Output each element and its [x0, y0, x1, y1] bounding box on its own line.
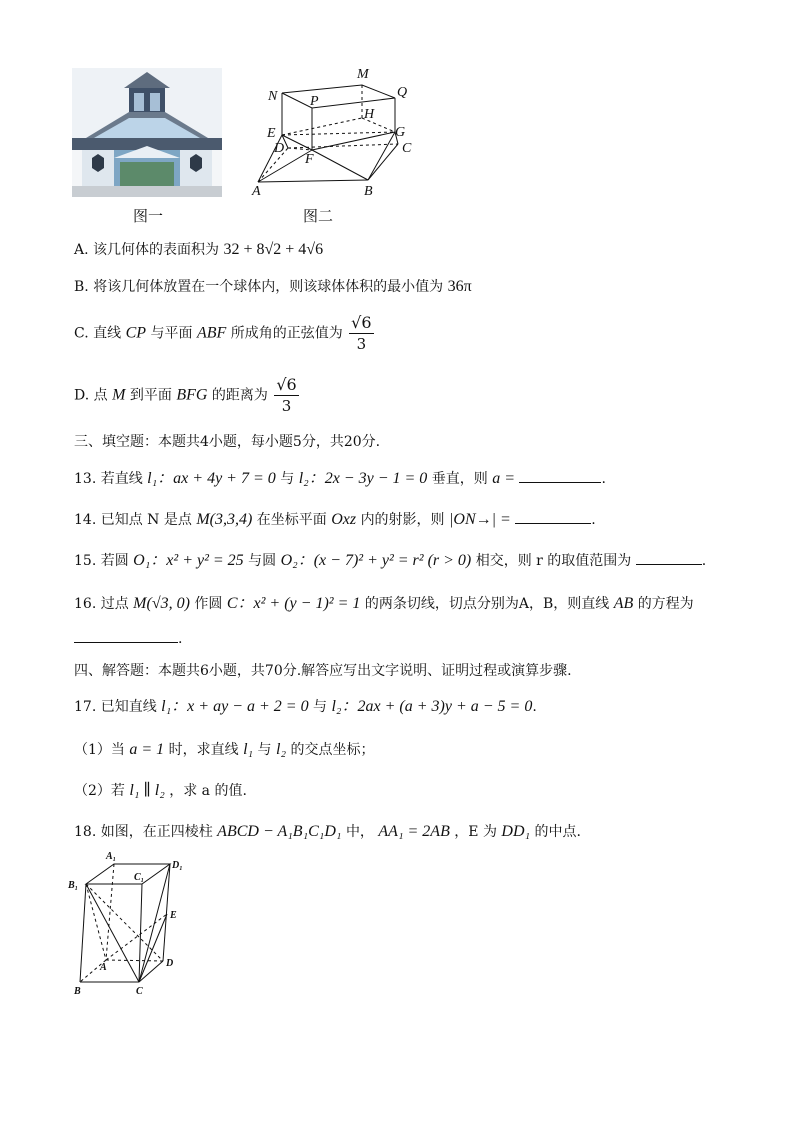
label-H: H [364, 107, 375, 122]
figure-1-caption: 图一 [133, 207, 164, 225]
question-14: 14. 已知点 N 是点 M(3,3,4) 在坐标平面 Oxz 内的射影，则 |ON→| = . [74, 511, 596, 528]
figure-2-caption: 图二 [303, 207, 334, 225]
section-3-heading: 三、填空题：本题共4小题，每小题5分，共20分. [74, 434, 381, 450]
option-b: B. 将该几何体放置在一个球体内，则该球体体积的最小值为 36π [74, 278, 472, 295]
label-C1: C₁ [134, 872, 145, 883]
label-C: C [402, 141, 412, 156]
answer-blank-15[interactable] [636, 550, 702, 565]
question-17-part-1: （1）当 a = 1 时，求直线 l₁ 与 l₂ 的交点坐标； [74, 741, 375, 758]
label-E: E [170, 910, 177, 921]
building-illustration [72, 68, 222, 197]
question-16-blank-line: . [74, 628, 182, 649]
label-D: D [166, 958, 174, 969]
question-17: 17. 已知直线 l₁：x + ay − a + 2 = 0 与 l₂：2ax + (a + 3)y + a − 5 = 0. [74, 698, 537, 715]
label-N: N [268, 89, 278, 104]
option-a: A. 该几何体的表面积为 32 + 8√2 + 4√6 [74, 241, 324, 258]
question-17-part-2: （2）若 l₁ ∥ l₂ ，求 a 的值. [74, 782, 247, 799]
option-c: C. 直线 CP 与平面 ABF 所成角的正弦值为 $\frac{√6}{3}$ [74, 313, 372, 353]
answer-blank-16[interactable] [74, 628, 178, 643]
label-P: P [310, 94, 319, 109]
label-B: B [364, 184, 373, 199]
figure-2-diagram [250, 60, 425, 202]
fraction-c: $\frac{√6}{3}$ [351, 313, 372, 353]
label-D1: D₁ [172, 860, 183, 871]
answer-blank-13[interactable] [519, 468, 601, 483]
label-B: B [74, 986, 81, 997]
label-A: A [100, 962, 107, 973]
prism-diagram [66, 848, 196, 1000]
label-A: A [252, 184, 261, 199]
solid-diagram [250, 60, 425, 202]
label-M: M [357, 67, 369, 82]
label-C: C [136, 986, 143, 997]
question-13: 13. 若直线 l₁：ax + 4y + 7 = 0 与 l₂：2x − 3y − 1 = 0 垂直，则 a = . [74, 470, 606, 487]
figure-1-photo [72, 68, 222, 197]
label-F: F [305, 152, 314, 167]
option-d: D. 点 M 到平面 BFG 的距离为 $\frac{√6}{3}$ [74, 375, 297, 415]
answer-blank-14[interactable] [515, 509, 591, 524]
question-15: 15. 若圆 O₁：x² + y² = 25 与圆 O₂：(x − 7)² + y² = r² (r > 0) 相交，则 r 的取值范围为 . [74, 552, 707, 569]
label-D: D [274, 141, 285, 156]
label-A1: A₁ [106, 851, 117, 862]
label-Q: Q [397, 85, 408, 100]
question-18: 18. 如图，在正四棱柱 ABCD − A₁B₁C₁D₁ 中， AA₁ = 2AB ，E 为 DD₁ 的中点. [74, 823, 581, 840]
fraction-d: $\frac{√6}{3}$ [276, 375, 297, 415]
label-B1: B₁ [68, 880, 79, 891]
figure-3-prism [66, 848, 196, 1000]
section-4-heading: 四、解答题：本题共6小题，共70分.解答应写出文字说明、证明过程或演算步骤. [74, 663, 572, 679]
label-G: G [395, 125, 406, 140]
question-16: 16. 过点 M(√3, 0) 作圆 C：x² + (y − 1)² = 1 的两条切线，切点分别为A，B，则直线 AB 的方程为 [74, 595, 694, 612]
label-E: E [267, 126, 276, 141]
